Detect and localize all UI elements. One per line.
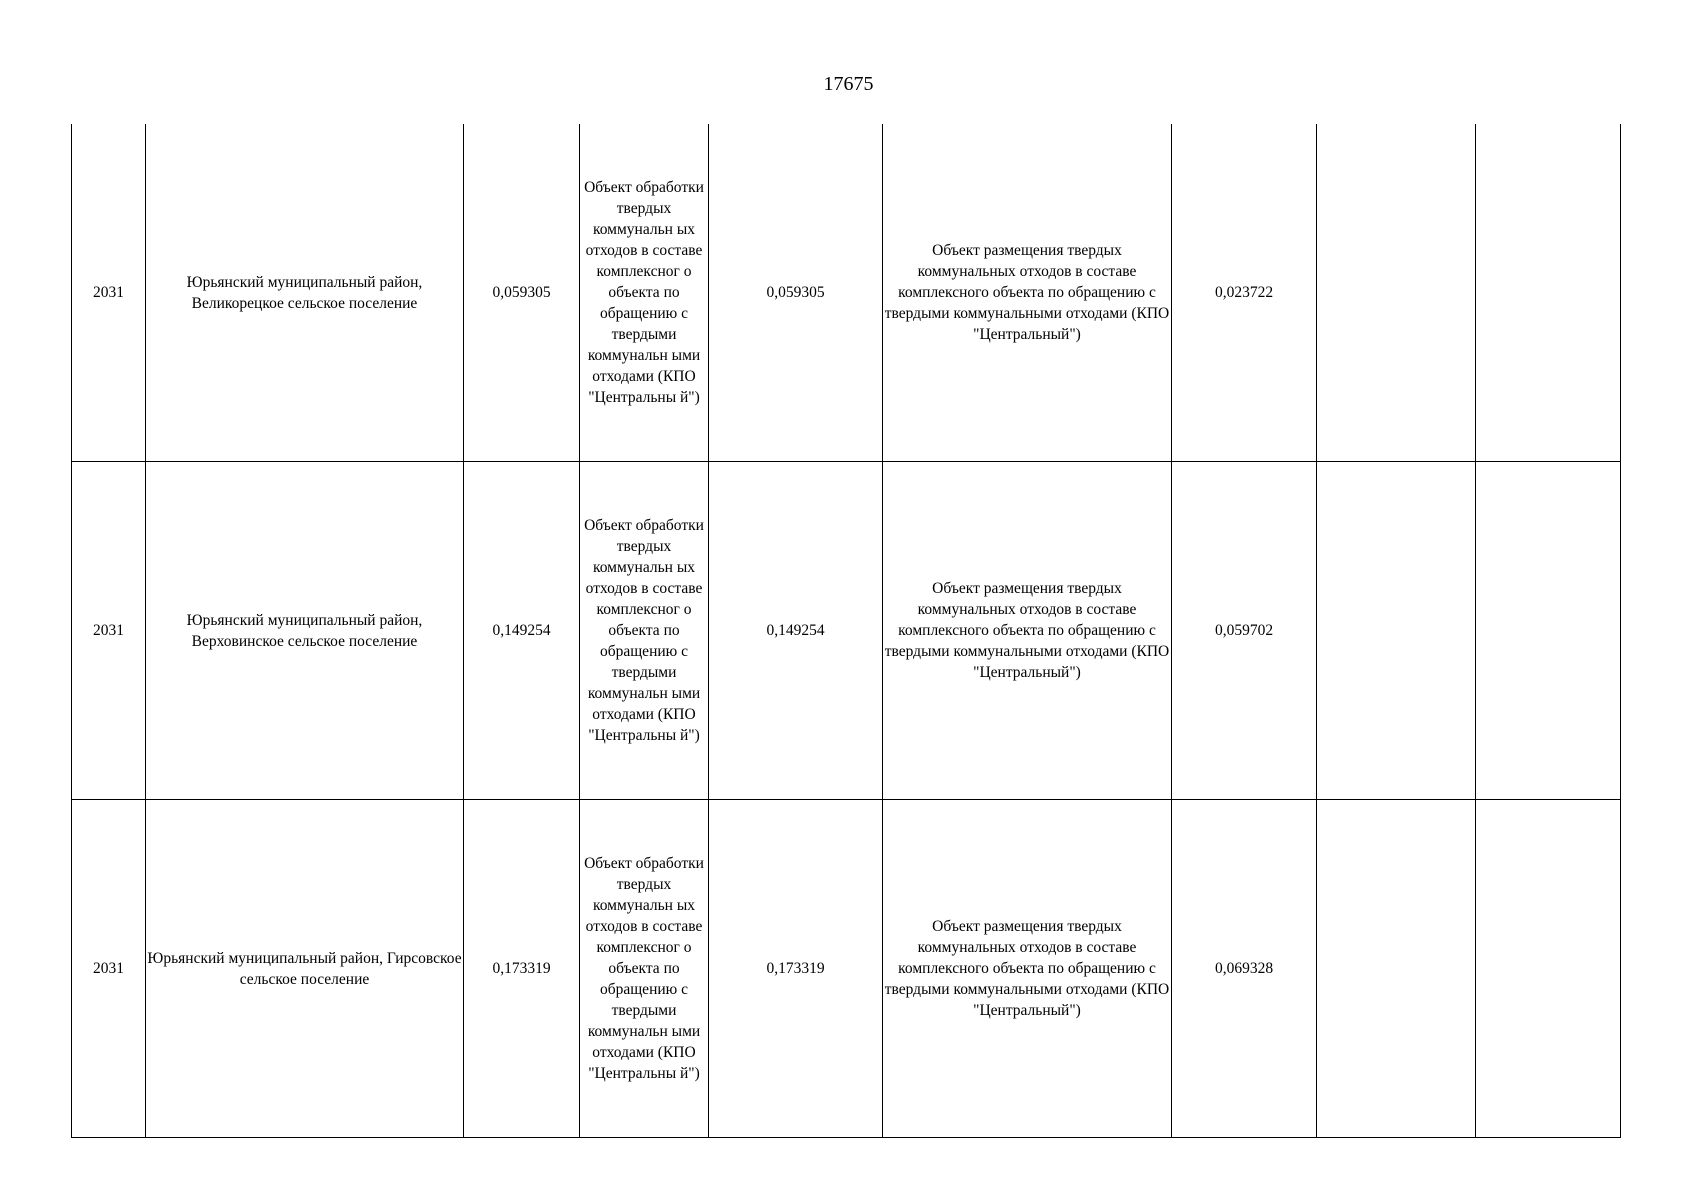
value-cell: 0,059702 [1172,462,1317,800]
value-cell: 0,173319 [464,800,580,1138]
treatment-facility-cell: Объект обработки твердых коммунальн ых отходов в составе комплексног о объекта по обращению с твердыми коммунальн ыми отходами (КПО "Центральны й") [580,124,709,462]
value-cell: 0,023722 [1172,124,1317,462]
disposal-facility-cell: Объект размещения твердых коммунальных отходов в составе комплексного объекта по обращению с твердыми коммунальными отходами (КПО "Центральный") [883,462,1172,800]
table-row [72,462,1621,800]
empty-cell [1317,800,1476,1138]
value-cell: 0,149254 [464,462,580,800]
year-cell: 2031 [72,462,146,800]
value-cell: 0,149254 [709,462,883,800]
year-cell: 2031 [72,124,146,462]
disposal-facility-cell: Объект размещения твердых коммунальных отходов в составе комплексного объекта по обращению с твердыми коммунальными отходами (КПО "Центральный") [883,800,1172,1138]
table-row [72,800,1621,1138]
value-cell: 0,059305 [709,124,883,462]
empty-cell [1317,124,1476,462]
territory-cell: Юрьянский муниципальный район, Гирсовское сельское поселение [146,800,464,1138]
page-number: 17675 [823,73,874,95]
treatment-facility-cell: Объект обработки твердых коммунальн ых отходов в составе комплексног о объекта по обращению с твердыми коммунальн ыми отходами (КПО "Центральны й") [580,800,709,1138]
value-cell: 0,069328 [1172,800,1317,1138]
empty-cell [1317,462,1476,800]
facilities-table [71,124,1621,1138]
value-cell: 0,059305 [464,124,580,462]
empty-cell [1476,462,1621,800]
territory-cell: Юрьянский муниципальный район, Верховинское сельское поселение [146,462,464,800]
disposal-facility-cell: Объект размещения твердых коммунальных отходов в составе комплексного объекта по обращению с твердыми коммунальными отходами (КПО "Центральный") [883,124,1172,462]
territory-cell: Юрьянский муниципальный район, Великорецкое сельское поселение [146,124,464,462]
year-cell: 2031 [72,800,146,1138]
treatment-facility-cell: Объект обработки твердых коммунальн ых отходов в составе комплексног о объекта по обращению с твердыми коммунальн ыми отходами (КПО "Центральны й") [580,462,709,800]
empty-cell [1476,124,1621,462]
empty-cell [1476,800,1621,1138]
value-cell: 0,173319 [709,800,883,1138]
table-row [72,124,1621,462]
